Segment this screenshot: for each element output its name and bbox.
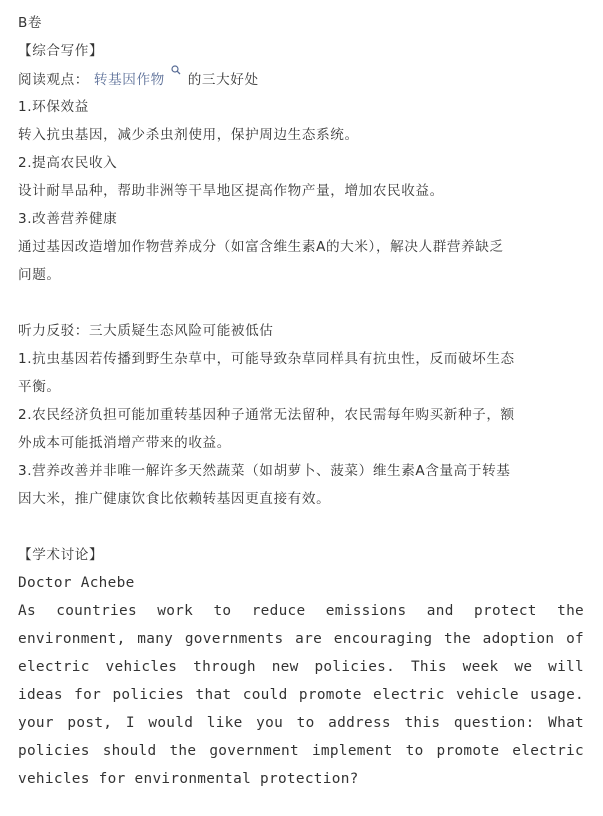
rebuttal-line: 1.抗虫基因若传播到野生杂草中，可能导致杂草同样具有抗虫性，反而破坏生态 <box>18 351 515 367</box>
prompt-line: electric vehicles through new policies. This week we will <box>18 659 584 675</box>
point-title: 2.提高农民收入 <box>18 155 118 171</box>
rebuttal-line: 平衡。 <box>18 379 61 395</box>
spacer <box>18 289 585 317</box>
professor-prompt <box>18 597 584 793</box>
reading-prefix: 阅读观点： <box>18 72 89 88</box>
prompt-line: your post, I would like you to address this question: What <box>18 715 584 731</box>
point-body: 转入抗虫基因，减少杀虫剂使用，保护周边生态系统。 <box>18 127 359 143</box>
reading-suffix: 的三大好处 <box>187 72 259 88</box>
search-icon[interactable] <box>171 65 181 75</box>
prompt-line: As countries work to reduce emissions and protect the <box>18 603 584 619</box>
point-body-line: 通过基因改造增加作物营养成分（如富含维生素A的大米），解决人群营养缺乏 <box>18 239 504 255</box>
point-body: 设计耐旱品种，帮助非洲等干旱地区提高作物产量，增加农民收益。 <box>18 183 444 199</box>
listening-heading: 听力反驳：三大质疑生态风险可能被低估 <box>18 323 274 339</box>
rebuttal-line: 3.营养改善并非唯一解许多天然蔬菜（如胡萝卜、菠菜）维生素A含量高于转基 <box>18 463 511 479</box>
prompt-line: ideas for policies that could promote electric vehicle usage. <box>18 687 584 703</box>
reading-viewpoint <box>18 65 585 93</box>
gmo-crops-link[interactable]: 转基因作物 <box>93 72 165 88</box>
point-title: 1.环保效益 <box>18 99 89 115</box>
section-heading-integrated-writing: 【综合写作】 <box>18 43 104 59</box>
point-body-line: 问题。 <box>18 267 61 283</box>
rebuttal-line: 因大米，推广健康饮食比依赖转基因更直接有效。 <box>18 491 331 507</box>
point-title: 3.改善营养健康 <box>18 211 118 227</box>
rebuttal-line: 2.农民经济负担可能加重转基因种子通常无法留种，农民需每年购买新种子，额 <box>18 407 515 423</box>
speaker-name: Doctor Achebe <box>18 575 135 591</box>
prompt-line: vehicles for environmental protection? <box>18 771 359 787</box>
volume-label: B卷 <box>18 15 43 31</box>
spacer <box>18 513 585 541</box>
section-heading-academic-discussion: 【学术讨论】 <box>18 547 104 563</box>
prompt-line: policies should the government implement to promote electric <box>18 743 584 759</box>
prompt-line: environment, many governments are encouraging the adoption of <box>18 631 584 647</box>
rebuttal-line: 外成本可能抵消增产带来的收益。 <box>18 435 231 451</box>
